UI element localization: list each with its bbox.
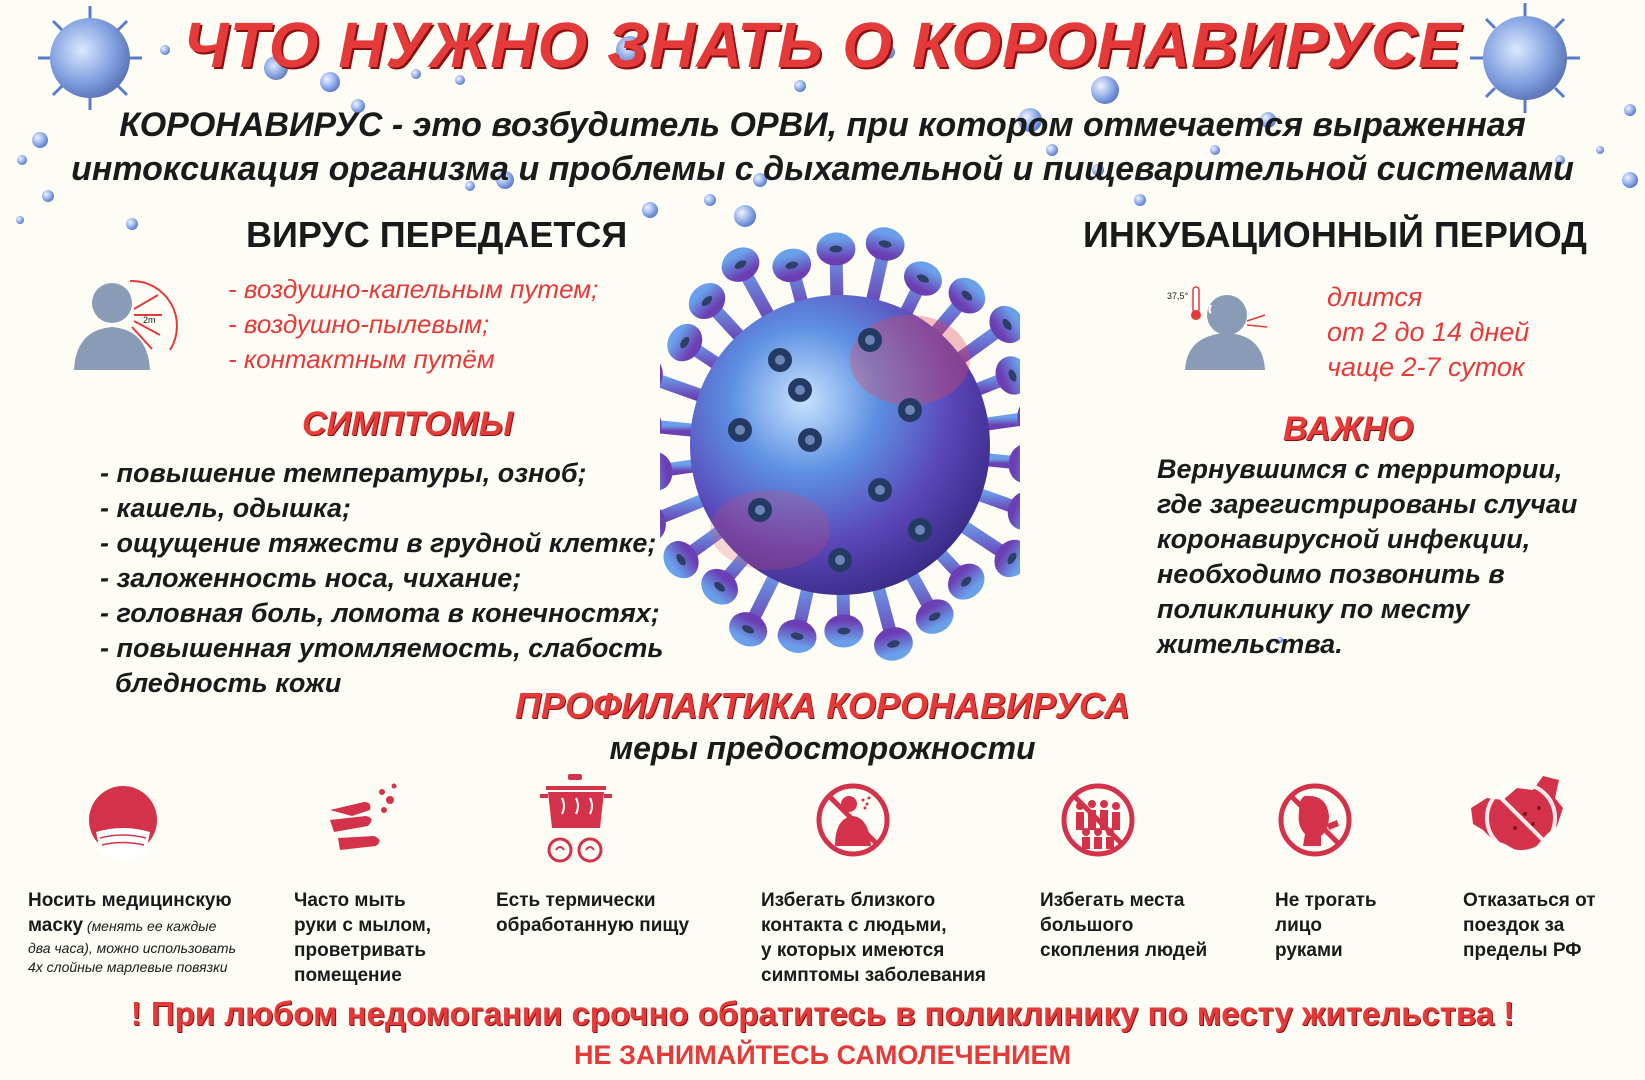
virus-spike-tip [724,250,756,280]
virus-spike-tip [878,631,908,657]
measure-line: Не трогать [1275,890,1377,911]
airborne-transmission-icon [70,275,180,370]
measure-line: Часто мыть [294,890,406,911]
virus-spike-tip [918,602,950,632]
virus-receptor-center [755,505,765,515]
measure-line: Носить медицинскую [28,890,232,911]
transmission-item: - контактным путём [228,344,495,374]
measure-line: Отказаться от [1463,890,1596,911]
measure-caption [1275,888,1377,963]
intro-line-2: интоксикация организма и проблемы с дыхательной и пищеварительной системами [71,150,1574,188]
important-line: Вернувшимся с территории, [1157,454,1563,484]
symptom-item: - ощущение тяжести в грудной клетке; [100,528,657,558]
prevention-title: ПРОФИЛАКТИКА КОРОНАВИРУСА [515,685,1130,726]
virus-spike-tip [665,543,696,576]
virus-receptor-center [805,435,815,445]
measure-line: обработанную пищу [496,915,690,936]
cooking-pot-icon [536,772,616,872]
no-face-touch-icon [1275,780,1355,860]
virus-spike-tip [1011,495,1020,526]
measure-line: пределы РФ [1463,940,1582,961]
measure-line: скопления людей [1040,940,1208,961]
symptom-item: - заложенность носа, чихание; [100,563,522,593]
virus-receptor-center [905,405,915,415]
important-line: необходимо позвонить в [1157,559,1505,589]
virus-spike-tip [998,360,1020,392]
measure-line: Есть термически [496,890,656,911]
no-self-treatment-line: НЕ ЗАНИМАЙТЕСЬ САМОЛЕЧЕНИЕМ [573,1040,1072,1070]
symptoms-heading: СИМПТОМЫ [302,405,513,443]
important-line: коронавирусной инфекции, [1157,524,1531,554]
virus-spike-tip [669,326,700,359]
measure-line: маску [28,915,84,936]
virus-spike-tip [950,565,983,597]
symptom-item: - повышенная утомляемость, слабость [100,633,664,663]
important-line: поликлинику по месту [1157,594,1470,624]
virus-spike-tip [831,621,857,642]
measure-note: 4х слойные марлевые повязки [28,959,228,975]
measure-note: (менять ее каждые [83,918,217,934]
intro-line-1: КОРОНАВИРУС - это возбудитель ОРВИ, при котором отмечается выраженная [119,106,1526,144]
virus-spike-tip [907,264,939,293]
virus-spike-tip [703,571,736,603]
virus-receptor-center [735,425,745,435]
virus-spike-tip [823,239,849,260]
virus-spike-tip [1014,450,1020,478]
coronavirus-illustration [660,210,1020,680]
measure-line: у которых имеются [761,940,945,961]
incubation-line: чаще 2-7 суток [1327,352,1525,382]
symptom-item: - повышение температуры, озноб; [100,458,587,488]
symptoms-list [100,456,663,701]
measure-line: Избегать близкого [761,890,936,911]
incubation-lines [1327,280,1529,385]
virus-receptor-center [775,355,785,365]
measure-line: проветривать [294,940,427,961]
virus-spike-tip [691,285,724,317]
measure-note: два часа), можно использовать [28,940,236,956]
measure-caption [761,888,986,988]
measure-caption [28,888,236,977]
distance-label: 2m [143,315,156,325]
hand-wash-icon [324,780,414,870]
measure-line: помещение [294,965,402,986]
no-sneeze-contact-icon [813,780,893,860]
symptom-item: - кашель, одышка; [100,493,351,523]
measure-caption [1040,888,1207,963]
virus-spike-tip [870,231,900,256]
measure-line: руками [1275,940,1343,961]
virus-spike-tip [996,542,1020,575]
virus-receptor-center [865,335,875,345]
virus-receptor-center [875,485,885,495]
measure-line: лицо [1275,915,1323,936]
virus-receptor-center [795,385,805,395]
virus-receptor-center [915,525,925,535]
virus-receptor-center [835,555,845,565]
virus-spike-tip [951,280,984,312]
poster-title: ЧТО НУЖНО ЗНАТЬ О КОРОНАВИРУСЕ [183,9,1462,81]
measure-caption [496,888,689,938]
important-heading: ВАЖНО [1283,410,1414,448]
virus-spike-tip [991,308,1020,341]
fever-icon [1165,285,1275,370]
measure-line: симптомы заболевания [761,965,987,986]
important-line: жительства. [1157,629,1343,659]
symptom-item: бледность кожи [100,668,342,698]
no-travel-map-icon [1463,768,1573,868]
warning-line: ! При любом недомогании срочно обратитесь в поликлинику по месту жительства ! [130,995,1515,1032]
transmission-list [228,272,598,377]
transmission-item: - воздушно-капельным путем; [228,274,599,304]
measure-line: Избегать места [1040,890,1185,911]
symptom-item: - головная боль, ломота в конечностях; [100,598,660,628]
prevention-subtitle: меры предосторожности [609,730,1036,766]
measure-caption [1463,888,1596,963]
virus-spike-tip [732,615,764,644]
virus-spike-tip [777,252,807,278]
measure-line: руки с мылом, [294,915,432,936]
measure-line: поездок за [1463,915,1565,936]
incubation-line: от 2 до 14 дней [1327,317,1530,347]
transmission-item: - воздушно-пылевым; [228,309,490,339]
mask-icon [78,780,168,870]
thermometer-label: 37,5° [1167,291,1189,301]
virus-spike-tip [782,624,812,649]
transmission-heading: ВИРУС ПЕРЕДАЕТСЯ [246,214,628,255]
measure-line: контакта с людьми, [761,915,947,936]
important-line: где зарегистрированы случаи [1157,489,1578,519]
incubation-heading: ИНКУБАЦИОННЫЙ ПЕРИОД [1083,214,1587,255]
measure-caption [294,888,431,988]
important-text [1157,452,1577,662]
no-crowd-icon [1058,780,1138,860]
measure-line: большого [1040,915,1134,936]
incubation-line: длится [1327,282,1423,312]
